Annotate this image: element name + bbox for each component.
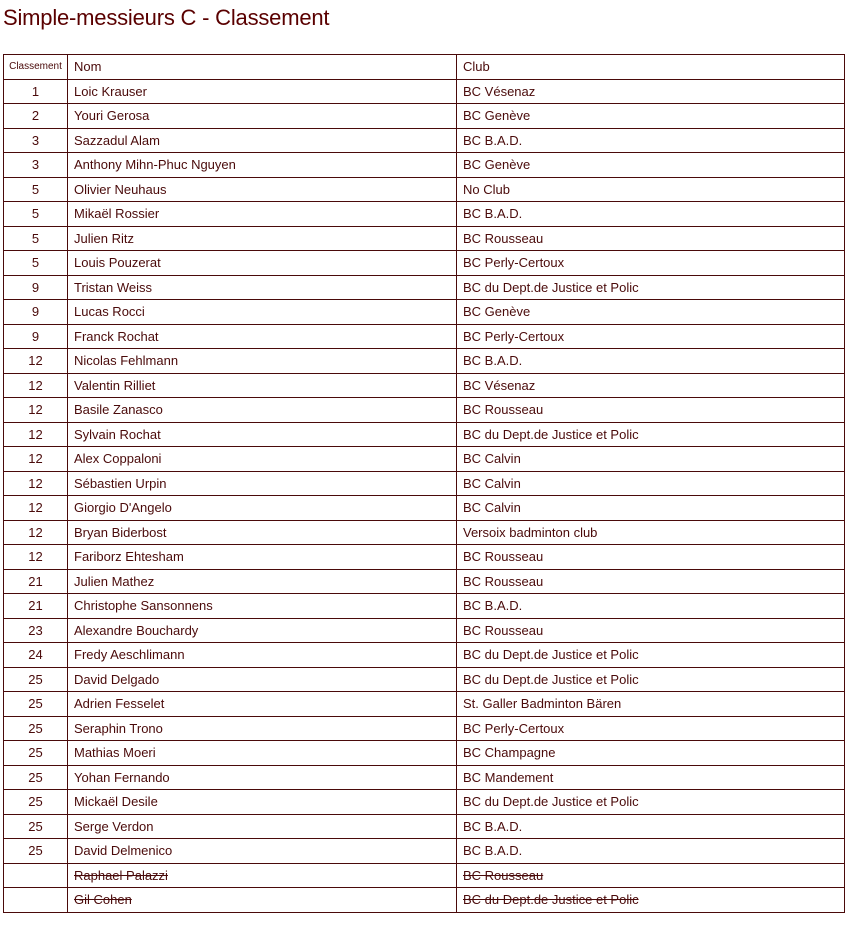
rank-cell: 5 <box>4 251 68 276</box>
player-name: Julien Ritz <box>74 230 134 246</box>
rank-cell: 12 <box>4 471 68 496</box>
club-name: BC du Dept.de Justice et Polic <box>463 647 639 663</box>
player-name-cell <box>68 153 457 178</box>
club-name: Versoix badminton club <box>463 524 598 540</box>
player-name-cell <box>68 471 457 496</box>
player-name: Mikaël Rossier <box>74 206 160 222</box>
player-name: Giorgio D'Angelo <box>74 500 172 516</box>
club-cell <box>457 863 845 888</box>
club-cell <box>457 128 845 153</box>
rank-cell: 12 <box>4 545 68 570</box>
rank-cell: 9 <box>4 275 68 300</box>
player-name-cell <box>68 839 457 864</box>
table-row <box>4 545 845 570</box>
player-name-cell <box>68 226 457 251</box>
player-name: Bryan Biderbost <box>74 524 167 540</box>
table-row <box>4 251 845 276</box>
player-name: Olivier Neuhaus <box>74 181 167 197</box>
club-name: BC Vésenaz <box>463 83 536 99</box>
player-name: Sébastien Urpin <box>74 475 167 491</box>
player-name-cell <box>68 496 457 521</box>
club-name: BC Rousseau <box>463 573 544 589</box>
player-name: Seraphin Trono <box>74 720 163 736</box>
player-name: Alexandre Bouchardy <box>74 622 199 638</box>
club-name: BC du Dept.de Justice et Polic <box>463 279 639 295</box>
club-cell <box>457 692 845 717</box>
player-name-cell <box>68 814 457 839</box>
club-name: BC Vésenaz <box>463 377 536 393</box>
table-row <box>4 447 845 472</box>
player-name: Mickaël Desile <box>74 794 158 810</box>
table-row <box>4 643 845 668</box>
club-name: No Club <box>463 181 510 197</box>
club-name: BC Perly-Certoux <box>463 720 565 736</box>
club-name: BC Calvin <box>463 451 521 467</box>
player-name-cell <box>68 790 457 815</box>
player-name: Franck Rochat <box>74 328 159 344</box>
club-cell <box>457 618 845 643</box>
club-cell <box>457 569 845 594</box>
rank-cell: 23 <box>4 618 68 643</box>
rank-cell: 25 <box>4 692 68 717</box>
player-name: Nicolas Fehlmann <box>74 353 179 369</box>
club-name: BC Genève <box>463 304 531 320</box>
club-name: BC Rousseau <box>463 867 544 883</box>
player-name-cell <box>68 422 457 447</box>
table-row <box>4 422 845 447</box>
club-cell <box>457 814 845 839</box>
rank-cell: 25 <box>4 814 68 839</box>
table-header-row <box>4 55 845 80</box>
player-name: Julien Mathez <box>74 573 155 589</box>
table-row <box>4 349 845 374</box>
player-name-cell <box>68 349 457 374</box>
club-name: BC B.A.D. <box>463 206 523 222</box>
rank-cell <box>4 888 68 913</box>
club-cell <box>457 447 845 472</box>
player-name-cell <box>68 251 457 276</box>
table-row <box>4 104 845 129</box>
player-name: Valentin Rilliet <box>74 377 156 393</box>
player-name: Adrien Fesselet <box>74 696 165 712</box>
club-name: BC Genève <box>463 108 531 124</box>
rank-cell: 25 <box>4 839 68 864</box>
column-header-name: Nom <box>68 55 457 80</box>
table-row <box>4 839 845 864</box>
player-name-cell <box>68 202 457 227</box>
club-cell <box>457 520 845 545</box>
rank-cell: 12 <box>4 447 68 472</box>
column-header-club: Club <box>457 55 845 80</box>
table-row <box>4 569 845 594</box>
club-cell <box>457 79 845 104</box>
club-cell <box>457 251 845 276</box>
club-cell <box>457 226 845 251</box>
rank-cell: 9 <box>4 324 68 349</box>
club-cell <box>457 202 845 227</box>
rank-cell: 3 <box>4 128 68 153</box>
rank-cell: 21 <box>4 569 68 594</box>
ranking-table <box>3 54 845 913</box>
player-name-cell <box>68 447 457 472</box>
table-row <box>4 863 845 888</box>
club-cell <box>457 643 845 668</box>
club-cell <box>457 398 845 423</box>
club-name: BC Rousseau <box>463 230 544 246</box>
club-name: BC B.A.D. <box>463 818 523 834</box>
club-name: BC Perly-Certoux <box>463 255 565 271</box>
table-row <box>4 765 845 790</box>
club-cell <box>457 790 845 815</box>
player-name-cell <box>68 79 457 104</box>
club-cell <box>457 104 845 129</box>
table-row <box>4 471 845 496</box>
table-row <box>4 373 845 398</box>
club-name: BC du Dept.de Justice et Polic <box>463 426 639 442</box>
table-row <box>4 153 845 178</box>
player-name: Sylvain Rochat <box>74 426 161 442</box>
player-name: David Delgado <box>74 671 160 687</box>
club-name: BC du Dept.de Justice et Polic <box>463 892 639 908</box>
rank-cell: 5 <box>4 177 68 202</box>
player-name: Youri Gerosa <box>74 108 150 124</box>
club-cell <box>457 765 845 790</box>
player-name: David Delmenico <box>74 843 173 859</box>
table-row <box>4 814 845 839</box>
club-name: BC Rousseau <box>463 402 544 418</box>
player-name: Alex Coppaloni <box>74 451 162 467</box>
rank-cell: 12 <box>4 373 68 398</box>
table-row <box>4 790 845 815</box>
rank-cell: 25 <box>4 716 68 741</box>
club-cell <box>457 153 845 178</box>
rank-cell: 25 <box>4 765 68 790</box>
rank-cell: 21 <box>4 594 68 619</box>
club-name: BC B.A.D. <box>463 353 523 369</box>
rank-cell: 25 <box>4 741 68 766</box>
table-row <box>4 594 845 619</box>
table-row <box>4 202 845 227</box>
table-row <box>4 324 845 349</box>
page-title: Simple-messieurs C - Classement <box>3 5 330 30</box>
table-row <box>4 226 845 251</box>
ranking-table-body <box>4 79 845 912</box>
player-name-cell <box>68 569 457 594</box>
club-name: BC Rousseau <box>463 549 544 565</box>
player-name-cell <box>68 643 457 668</box>
player-name: Tristan Weiss <box>74 279 153 295</box>
rank-cell: 25 <box>4 790 68 815</box>
club-name: BC B.A.D. <box>463 843 523 859</box>
player-name: Fariborz Ehtesham <box>74 549 184 565</box>
club-cell <box>457 422 845 447</box>
club-cell <box>457 324 845 349</box>
club-cell <box>457 741 845 766</box>
club-cell <box>457 667 845 692</box>
player-name: Yohan Fernando <box>74 769 170 785</box>
club-cell <box>457 177 845 202</box>
club-cell <box>457 373 845 398</box>
table-row <box>4 128 845 153</box>
player-name: Sazzadul Alam <box>74 132 160 148</box>
rank-cell: 12 <box>4 422 68 447</box>
club-cell <box>457 471 845 496</box>
club-name: BC du Dept.de Justice et Polic <box>463 671 639 687</box>
club-name: BC Calvin <box>463 475 521 491</box>
rank-cell: 12 <box>4 349 68 374</box>
table-row <box>4 79 845 104</box>
club-cell <box>457 545 845 570</box>
table-row <box>4 275 845 300</box>
club-name: BC Calvin <box>463 500 521 516</box>
table-row <box>4 520 845 545</box>
player-name: Anthony Mihn-Phuc Nguyen <box>74 157 236 173</box>
rank-cell: 24 <box>4 643 68 668</box>
player-name-cell <box>68 594 457 619</box>
table-row <box>4 692 845 717</box>
rank-cell: 25 <box>4 667 68 692</box>
player-name-cell <box>68 741 457 766</box>
club-name: BC B.A.D. <box>463 598 523 614</box>
club-name: BC Perly-Certoux <box>463 328 565 344</box>
player-name: Fredy Aeschlimann <box>74 647 185 663</box>
rank-cell: 9 <box>4 300 68 325</box>
player-name: Mathias Moeri <box>74 745 156 761</box>
player-name-cell <box>68 863 457 888</box>
player-name: Christophe Sansonnens <box>74 598 213 614</box>
player-name-cell <box>68 324 457 349</box>
player-name: Lucas Rocci <box>74 304 145 320</box>
player-name-cell <box>68 104 457 129</box>
rank-cell: 12 <box>4 398 68 423</box>
table-row <box>4 716 845 741</box>
club-name: BC B.A.D. <box>463 132 523 148</box>
player-name-cell <box>68 765 457 790</box>
club-name: St. Galler Badminton Bären <box>463 696 622 712</box>
table-row <box>4 741 845 766</box>
rank-cell: 3 <box>4 153 68 178</box>
club-cell <box>457 349 845 374</box>
player-name: Loic Krauser <box>74 83 147 99</box>
player-name-cell <box>68 373 457 398</box>
rank-cell: 12 <box>4 496 68 521</box>
player-name-cell <box>68 300 457 325</box>
club-cell <box>457 594 845 619</box>
club-cell <box>457 839 845 864</box>
club-cell <box>457 300 845 325</box>
club-cell <box>457 716 845 741</box>
table-row <box>4 888 845 913</box>
player-name-cell <box>68 398 457 423</box>
table-row <box>4 496 845 521</box>
player-name-cell <box>68 520 457 545</box>
table-row <box>4 177 845 202</box>
player-name-cell <box>68 618 457 643</box>
rank-cell: 5 <box>4 226 68 251</box>
club-cell <box>457 888 845 913</box>
player-name-cell <box>68 545 457 570</box>
player-name-cell <box>68 716 457 741</box>
club-name: BC Genève <box>463 157 531 173</box>
club-name: BC du Dept.de Justice et Polic <box>463 794 639 810</box>
player-name-cell <box>68 888 457 913</box>
column-header-rank: Classement <box>4 55 68 80</box>
table-row <box>4 398 845 423</box>
rank-cell: 1 <box>4 79 68 104</box>
club-cell <box>457 275 845 300</box>
rank-cell: 2 <box>4 104 68 129</box>
player-name: Basile Zanasco <box>74 402 163 418</box>
player-name-cell <box>68 177 457 202</box>
rank-cell: 12 <box>4 520 68 545</box>
player-name: Louis Pouzerat <box>74 255 161 271</box>
player-name: Gil Cohen <box>74 892 132 908</box>
player-name-cell <box>68 128 457 153</box>
club-cell <box>457 496 845 521</box>
player-name-cell <box>68 692 457 717</box>
club-name: BC Champagne <box>463 745 556 761</box>
club-name: BC Mandement <box>463 769 554 785</box>
player-name-cell <box>68 275 457 300</box>
player-name: Raphael Palazzi <box>74 867 168 883</box>
player-name-cell <box>68 667 457 692</box>
club-name: BC Rousseau <box>463 622 544 638</box>
table-row <box>4 300 845 325</box>
rank-cell: 5 <box>4 202 68 227</box>
rank-cell <box>4 863 68 888</box>
table-row <box>4 618 845 643</box>
player-name: Serge Verdon <box>74 818 154 834</box>
table-row <box>4 667 845 692</box>
